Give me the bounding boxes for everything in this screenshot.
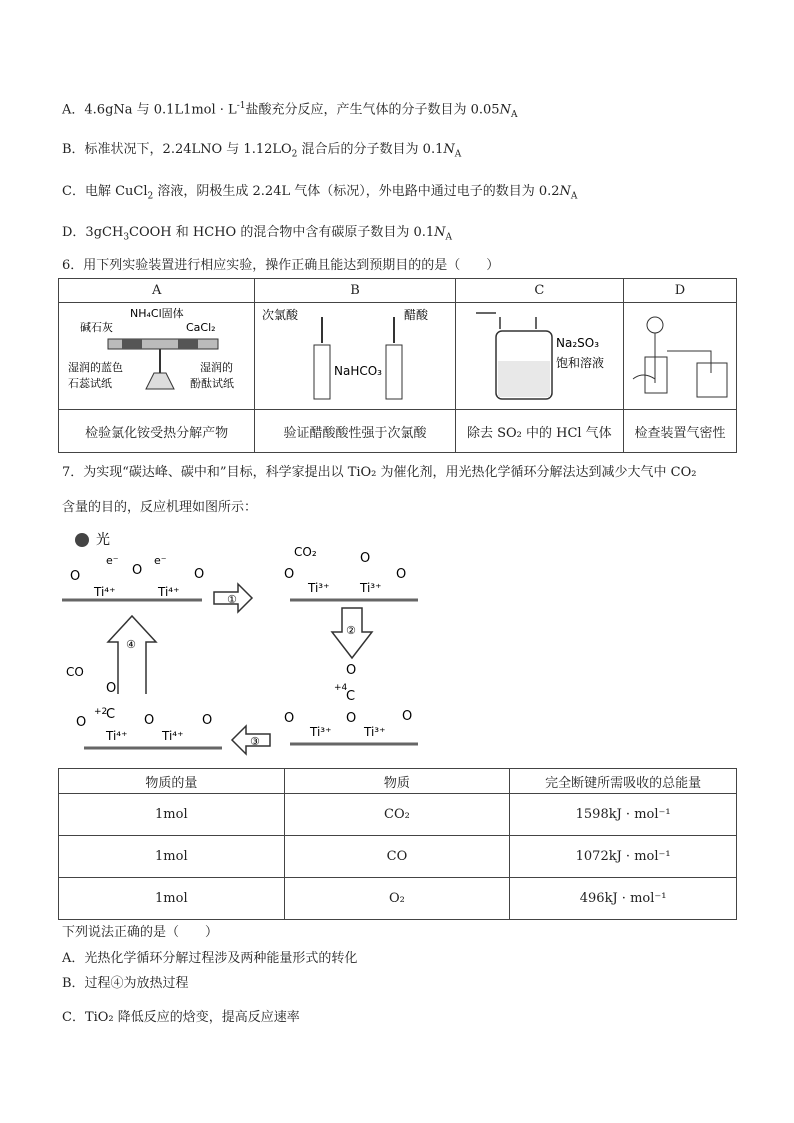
label-ti4-1: Ti⁴⁺ [94, 585, 116, 599]
q7-stem-line2: 含量的目的，反应机理如图所示： [62, 500, 258, 515]
beaker-figure [697, 363, 727, 397]
q6-header-a: A [59, 279, 255, 303]
q7-option-c: C．TiO₂ 降低反应的焓变，提高反应速率 [62, 1010, 300, 1025]
q6-figure-c [455, 303, 623, 410]
q5-option-b: B．标准状况下，2.24LNO 与 $1.12LO_2$ 混合后的分子数目为 $0.1N_A$ [62, 142, 462, 160]
q5-option-a: A．4.6gNa 与 $0.1L1mol \cdot L^{-1}$盐酸充分反应，产生气体的分子数目为 $0.05N_A$ [62, 101, 518, 120]
table-cell: 496kJ · mol⁻¹ [510, 878, 737, 920]
q7-ask: 下列说法正确的是（ ） [62, 925, 219, 940]
hand-figure [633, 375, 655, 379]
label-o-13: O [144, 713, 155, 728]
table-cell: 1mol [59, 878, 285, 920]
q6-figure-d [623, 303, 736, 410]
label-electron-1: e⁻ [106, 554, 119, 567]
label-o-11: O [106, 681, 117, 696]
label-o-5: O [284, 567, 295, 582]
liquid-figure [498, 361, 550, 397]
label-soda-lime: 碱石灰 [79, 321, 113, 334]
label-light: 光 [96, 532, 110, 548]
q7-option-b: B．过程④为放热过程 [62, 976, 189, 991]
table-cell: 1072kJ · mol⁻¹ [510, 836, 737, 878]
test-tube-right-figure [386, 345, 402, 399]
table-cell: O₂ [284, 878, 510, 920]
table-row [59, 878, 737, 920]
label-acetic-acid: 醋酸 [403, 308, 428, 322]
label-step-1: ① [227, 593, 237, 606]
label-c-2: C [106, 707, 116, 722]
label-o-3: O [194, 567, 205, 582]
energy-header-energy: 完全断键所需吸收的总能量 [510, 769, 737, 794]
light-source-icon [75, 533, 89, 547]
label-blue-litmus: 湿润的蓝色 [67, 361, 123, 374]
delivery-tube-figure [667, 351, 711, 373]
label-na2so3: Na₂SO₃ [556, 336, 600, 350]
label-o-4: O [360, 551, 371, 566]
label-hclo: 次氯酸 [261, 308, 298, 322]
label-o-1: O [70, 569, 81, 584]
reaction-mechanism-figure [62, 522, 422, 758]
table-row [59, 794, 737, 836]
q6-apparatus-table [58, 278, 737, 453]
table-cell: 1598kJ · mol⁻¹ [510, 794, 737, 836]
label-saturated-solution: 饱和溶液 [556, 356, 605, 370]
q6-figure-b [255, 303, 455, 410]
label-litmus-paper: 石蕊试纸 [67, 377, 112, 390]
label-o-9: O [284, 711, 295, 726]
q6-header-c: C [455, 279, 623, 303]
flask-figure [645, 357, 667, 393]
tubes-figure [500, 317, 536, 329]
funnel-bulb-figure [647, 317, 663, 333]
label-ti3-4: Ti³⁺ [364, 725, 386, 739]
table-cell: CO₂ [284, 794, 510, 836]
label-o-6: O [396, 567, 407, 582]
label-plus2: +2 [94, 707, 108, 717]
q7-stem-line1: 7．为实现“碳达峰、碳中和”目标，科学家提出以 TiO₂ 为催化剂，用光热化学循环分解法达到减少大气中 CO₂ [62, 465, 697, 480]
label-step-4: ④ [126, 638, 136, 651]
bond-energy-table [58, 768, 737, 920]
label-ti3-3: Ti³⁺ [310, 725, 332, 739]
label-o-10: O [402, 709, 413, 724]
label-o-2: O [132, 563, 143, 578]
label-c-1: C [346, 689, 356, 704]
q6-header-b: B [255, 279, 455, 303]
energy-header-substance: 物质 [284, 769, 510, 794]
energy-header-amount: 物质的量 [59, 769, 285, 794]
label-electron-2: e⁻ [154, 554, 167, 567]
label-o-14: O [202, 713, 213, 728]
label-co: CO [66, 665, 84, 679]
label-nahco3: NaHCO₃ [333, 364, 382, 378]
label-o-8: O [346, 711, 357, 726]
label-cacl2: CaCl₂ [185, 321, 216, 334]
q5-option-c: C．电解 CuCl$_2$ 溶液，阴极生成 2.24L 气体（标况），外电路中通过电子的数目为 $0.2N_A$ [62, 184, 578, 202]
ammonium-chloride-apparatus-figure [60, 303, 254, 405]
q7-option-a: A．光热化学循环分解过程涉及两种能量形式的转化 [62, 951, 358, 966]
label-co2: CO₂ [294, 545, 317, 559]
airtightness-check-figure [625, 303, 735, 405]
q6-caption-b: 验证醋酸酸性强于次氯酸 [255, 410, 455, 453]
table-row [59, 836, 737, 878]
label-moist: 湿润的 [199, 361, 233, 374]
q6-caption-a: 检验氯化铵受热分解产物 [59, 410, 255, 453]
q6-header-d: D [623, 279, 736, 303]
label-nh4cl: NH₄Cl固体 [129, 307, 184, 320]
plug-left-figure [122, 339, 142, 349]
burner-figure [146, 373, 174, 389]
label-ti3-1: Ti³⁺ [308, 581, 330, 595]
label-ti3-2: Ti³⁺ [360, 581, 382, 595]
gas-washing-bottle-figure [456, 303, 622, 405]
q5-option-d: D．3gCH$_3$COOH 和 HCHO 的混合物中含有碳原子数目为 $0.1N_A$ [62, 225, 453, 243]
acid-strength-figure [256, 303, 454, 405]
label-phenolphthalein: 酚酞试纸 [189, 377, 234, 390]
label-ti4-3: Ti⁴⁺ [106, 729, 128, 743]
test-tube-left-figure [314, 345, 330, 399]
table-cell: 1mol [59, 794, 285, 836]
table-cell: CO [284, 836, 510, 878]
label-ti4-2: Ti⁴⁺ [158, 585, 180, 599]
plug-right-figure [178, 339, 198, 349]
label-o-7: O [346, 663, 357, 678]
label-step-3: ③ [250, 735, 260, 748]
label-o-12: O [76, 715, 87, 730]
label-plus4: +4 [334, 683, 348, 693]
label-ti4-4: Ti⁴⁺ [162, 729, 184, 743]
q6-caption-d: 检查装置气密性 [623, 410, 736, 453]
q6-caption-c: 除去 SO₂ 中的 HCl 气体 [455, 410, 623, 453]
table-cell: 1mol [59, 836, 285, 878]
q6-stem: 6．用下列实验装置进行相应实验，操作正确且能达到预期目的的是（ ） [62, 258, 500, 273]
label-step-2: ② [346, 624, 356, 637]
q6-figure-a [59, 303, 255, 410]
